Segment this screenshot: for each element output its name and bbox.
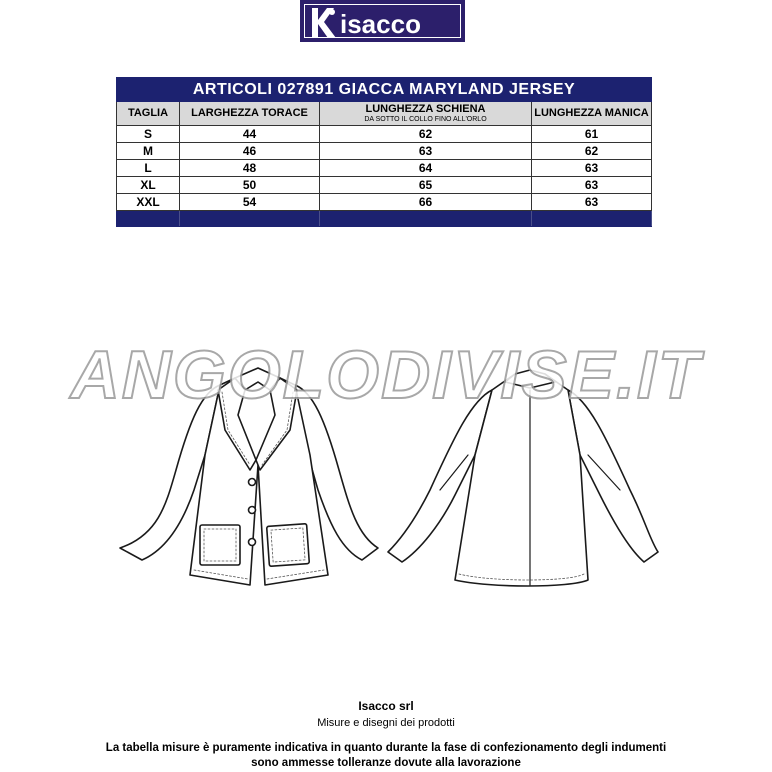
header-chest: LARGHEZZA TORACE bbox=[180, 102, 320, 126]
logo-graphic bbox=[302, 2, 467, 44]
header-sleeve: LUNGHEZZA MANICA bbox=[532, 102, 652, 126]
header-back bbox=[320, 102, 532, 126]
cell-sleeve: 61 bbox=[532, 126, 652, 143]
cell-size: L bbox=[117, 160, 180, 177]
cell-back: 64 bbox=[320, 160, 532, 177]
table-header-row bbox=[117, 102, 652, 126]
cell-back: 62 bbox=[320, 126, 532, 143]
table-row bbox=[117, 177, 652, 194]
cell-chest: 48 bbox=[180, 160, 320, 177]
logo-text: isacco bbox=[340, 9, 421, 39]
cell-size: XL bbox=[117, 177, 180, 194]
cell-sleeve: 63 bbox=[532, 177, 652, 194]
table-row bbox=[117, 160, 652, 177]
table-title: ARTICOLI 027891 GIACCA MARYLAND JERSEY bbox=[117, 78, 652, 102]
header-back-sublabel: DA SOTTO IL COLLO FINO ALL'ORLO bbox=[364, 115, 487, 123]
table-row bbox=[117, 194, 652, 211]
cell-chest: 46 bbox=[180, 143, 320, 160]
cell-size: M bbox=[117, 143, 180, 160]
header-size: TAGLIA bbox=[117, 102, 180, 126]
cell-sleeve: 63 bbox=[532, 160, 652, 177]
disclaimer bbox=[0, 741, 772, 771]
table-row bbox=[117, 143, 652, 160]
cell-back: 63 bbox=[320, 143, 532, 160]
cell-chest: 54 bbox=[180, 194, 320, 211]
company-subtitle: Misure e disegni dei prodotti bbox=[317, 717, 455, 729]
size-table bbox=[116, 77, 652, 227]
isacco-logo bbox=[300, 0, 465, 42]
company-name: Isacco srl bbox=[358, 699, 414, 713]
disclaimer-line-2: sono ammesse tolleranze dovute alla lavorazione bbox=[251, 757, 521, 769]
cell-size: S bbox=[117, 126, 180, 143]
cell-chest: 50 bbox=[180, 177, 320, 194]
cell-back: 65 bbox=[320, 177, 532, 194]
disclaimer-line-1: La tabella misure è puramente indicativa in quanto durante la fase di confezionamento degli indumenti bbox=[105, 742, 667, 754]
cell-back: 66 bbox=[320, 194, 532, 211]
watermark-text: ANGOLODIVISE.IT bbox=[70, 337, 702, 413]
cell-chest: 44 bbox=[180, 126, 320, 143]
header-back-label: LUNGHEZZA SCHIENA bbox=[365, 102, 486, 115]
watermark bbox=[70, 337, 702, 413]
cell-sleeve: 62 bbox=[532, 143, 652, 160]
table-title-row bbox=[117, 78, 652, 102]
cell-size: XXL bbox=[117, 194, 180, 211]
cell-sleeve: 63 bbox=[532, 194, 652, 211]
table-row bbox=[117, 126, 652, 143]
table-footer-row bbox=[117, 211, 652, 227]
